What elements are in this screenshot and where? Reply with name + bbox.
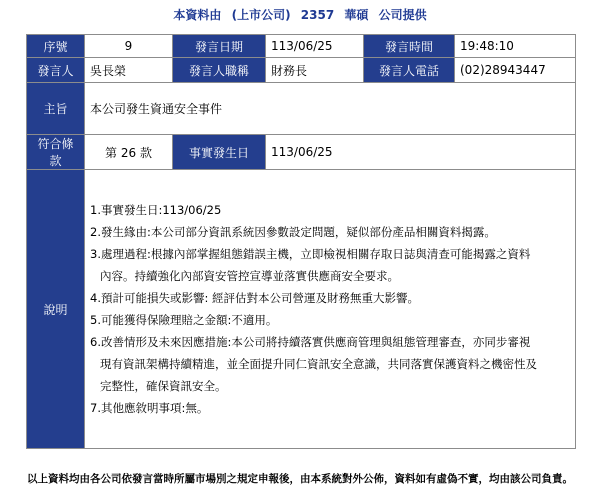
description-item-6-cont-1: 現有資訊架構持續精進，並全面提升同仁資訊安全意識，共同落實保護資料之機密性及 xyxy=(100,357,537,371)
header-suffix: 公司提供 xyxy=(378,8,427,22)
header-prefix: 本資料由 xyxy=(173,8,222,22)
row-description xyxy=(27,170,576,449)
description-item-7: 7.其他應敘明事項:無。 xyxy=(90,401,209,415)
event-date-value: 113/06/25 xyxy=(266,135,576,170)
disclaimer-footer: 以上資料均由各公司依發言當時所屬市場別之規定申報後，由本系統對外公佈，資料如有虛偽不實，均由該公司負責。 xyxy=(27,473,573,485)
page-header xyxy=(0,6,600,23)
speaker-title-label: 發言人職稱 xyxy=(173,58,266,83)
speaker-value: 吳長榮 xyxy=(85,58,173,83)
description-label: 說明 xyxy=(27,170,85,449)
clause-value: 第 26 款 xyxy=(85,135,173,170)
announcement-table xyxy=(26,34,576,449)
speaker-title-value: 財務長 xyxy=(266,58,364,83)
row-clause xyxy=(27,135,576,170)
row-subject xyxy=(27,83,576,135)
seq-value: 9 xyxy=(85,35,173,58)
description-item-5: 5.可能獲得保險理賠之金額:不適用。 xyxy=(90,313,278,327)
description-item-3: 3.處理過程:根據內部掌握組態錯誤主機，立即檢視相關存取日誌與清查可能揭露之資料 xyxy=(90,247,531,261)
row-seq-date-time xyxy=(27,35,576,58)
speaker-phone-value: (02)28943447 xyxy=(455,58,576,83)
description-item-6: 6.改善情形及未來因應措施:本公司將持續落實供應商管理與組態管理審查，亦同步審視 xyxy=(90,335,531,349)
description-body xyxy=(85,170,576,449)
header-company-name: 華碩 xyxy=(344,8,369,22)
date-label: 發言日期 xyxy=(173,35,266,58)
description-item-1: 1.事實發生日:113/06/25 xyxy=(90,203,222,217)
date-value: 113/06/25 xyxy=(266,35,364,58)
subject-label: 主旨 xyxy=(27,83,85,135)
description-item-6-cont-2: 完整性，確保資訊安全。 xyxy=(100,379,227,393)
description-item-4: 4.預計可能損失或影響: 經評估對本公司營運及財務無重大影響。 xyxy=(90,291,419,305)
row-speaker xyxy=(27,58,576,83)
description-item-3-cont: 內容。持續強化內部資安管控宣導並落實供應商安全要求。 xyxy=(100,269,399,283)
time-label: 發言時間 xyxy=(364,35,455,58)
subject-value: 本公司發生資通安全事件 xyxy=(85,83,576,135)
header-company-code: 2357 xyxy=(300,8,335,22)
event-date-label: 事實發生日 xyxy=(173,135,266,170)
seq-label: 序號 xyxy=(27,35,85,58)
header-company-type: (上市公司) xyxy=(231,8,291,22)
time-value: 19:48:10 xyxy=(455,35,576,58)
clause-label: 符合條款 xyxy=(27,135,85,170)
speaker-label: 發言人 xyxy=(27,58,85,83)
description-item-2: 2.發生緣由:本公司部分資訊系統因參數設定問題，疑似部份產品相關資料揭露。 xyxy=(90,225,496,239)
speaker-phone-label: 發言人電話 xyxy=(364,58,455,83)
